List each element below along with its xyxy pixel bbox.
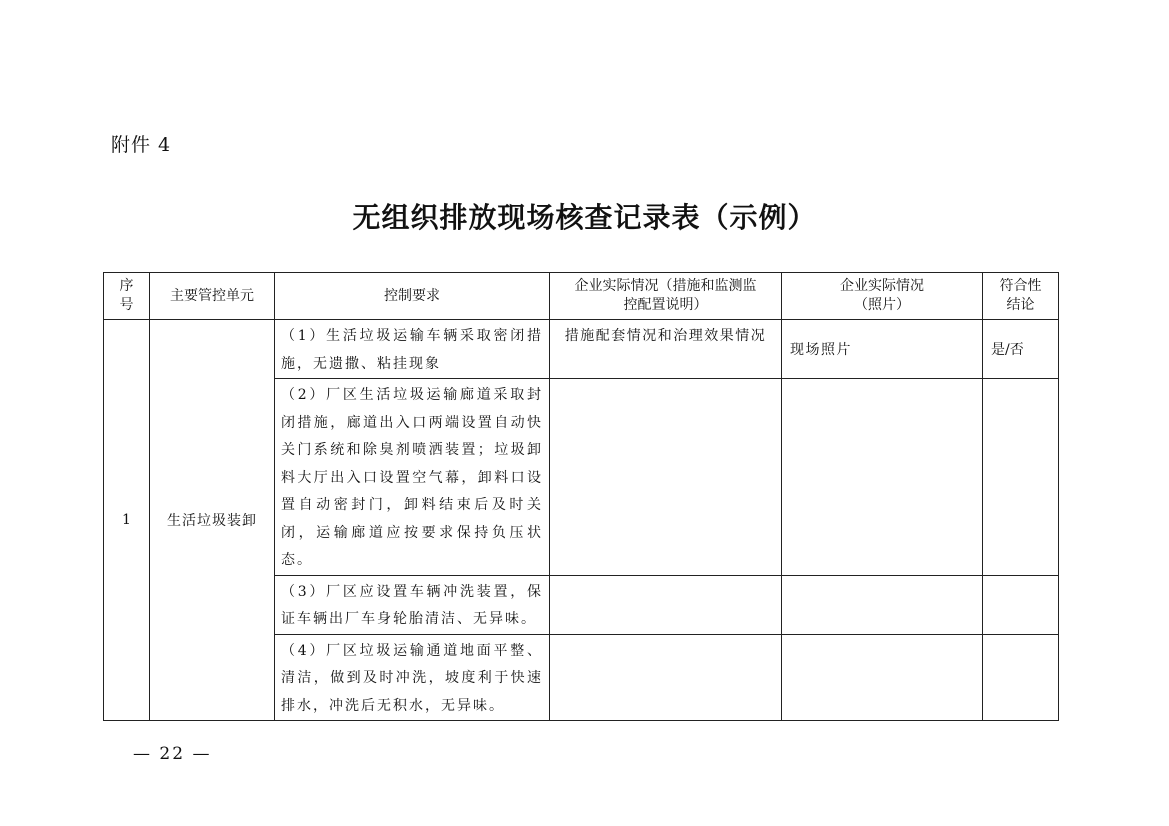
- header-conformity-line2: 结论: [1006, 297, 1035, 313]
- header-situation: [550, 273, 782, 320]
- requirement-cell: （1）生活垃圾运输车辆采取密闭措施，无遗撒、粘挂现象: [275, 320, 550, 379]
- situation-cell: [550, 575, 782, 634]
- control-unit-cell: 生活垃圾装卸: [150, 320, 275, 721]
- header-unit: 主要管控单元: [150, 273, 275, 320]
- document-title: 无组织排放现场核查记录表（示例）: [352, 201, 817, 234]
- situation-cell: [550, 634, 782, 721]
- header-conformity: [983, 273, 1059, 320]
- header-photo-line1: 企业实际情况: [840, 278, 924, 294]
- requirement-cell: （4）厂区垃圾运输通道地面平整、清洁，做到及时冲洗，坡度利于快速排水，冲洗后无积水，无异味。: [275, 634, 550, 721]
- header-conformity-line1: 符合性: [999, 278, 1042, 294]
- photo-cell: [782, 575, 983, 634]
- header-photo-line2: （照片）: [854, 297, 910, 313]
- conformity-cell: [983, 634, 1059, 721]
- header-photo: [782, 273, 983, 320]
- header-seq: [104, 273, 150, 320]
- photo-cell: [782, 379, 983, 576]
- header-situation-line1: 企业实际情况（措施和监测监: [574, 278, 757, 294]
- header-situation-line2: 控配置说明）: [623, 297, 708, 313]
- attachment-label: 附件 4: [111, 134, 172, 156]
- table-row: [104, 320, 1059, 379]
- page-number: — 22 —: [133, 744, 212, 764]
- situation-cell: 措施配套情况和治理效果情况: [550, 320, 782, 379]
- photo-cell: [782, 634, 983, 721]
- header-seq-line1: 序: [119, 278, 134, 294]
- record-table: [103, 272, 1059, 721]
- conformity-cell: [983, 575, 1059, 634]
- header-seq-line2: 号: [119, 297, 134, 313]
- conformity-cell: 是/否: [983, 320, 1059, 379]
- conformity-cell: [983, 379, 1059, 576]
- situation-cell: [550, 379, 782, 576]
- requirement-cell: （3）厂区应设置车辆冲洗装置，保证车辆出厂车身轮胎清洁、无异味。: [275, 575, 550, 634]
- table-header-row: [104, 273, 1059, 320]
- requirement-cell: （2）厂区生活垃圾运输廊道采取封闭措施，廊道出入口两端设置自动快关门系统和除臭剂喷洒装置；垃圾卸料大厅出入口设置空气幕，卸料口设置自动密封门，卸料结束后及时关闭，运输廊道应按要求保持负压状态。: [275, 379, 550, 576]
- header-requirement: 控制要求: [275, 273, 550, 320]
- photo-cell: 现场照片: [782, 320, 983, 379]
- seq-cell: 1: [104, 320, 150, 721]
